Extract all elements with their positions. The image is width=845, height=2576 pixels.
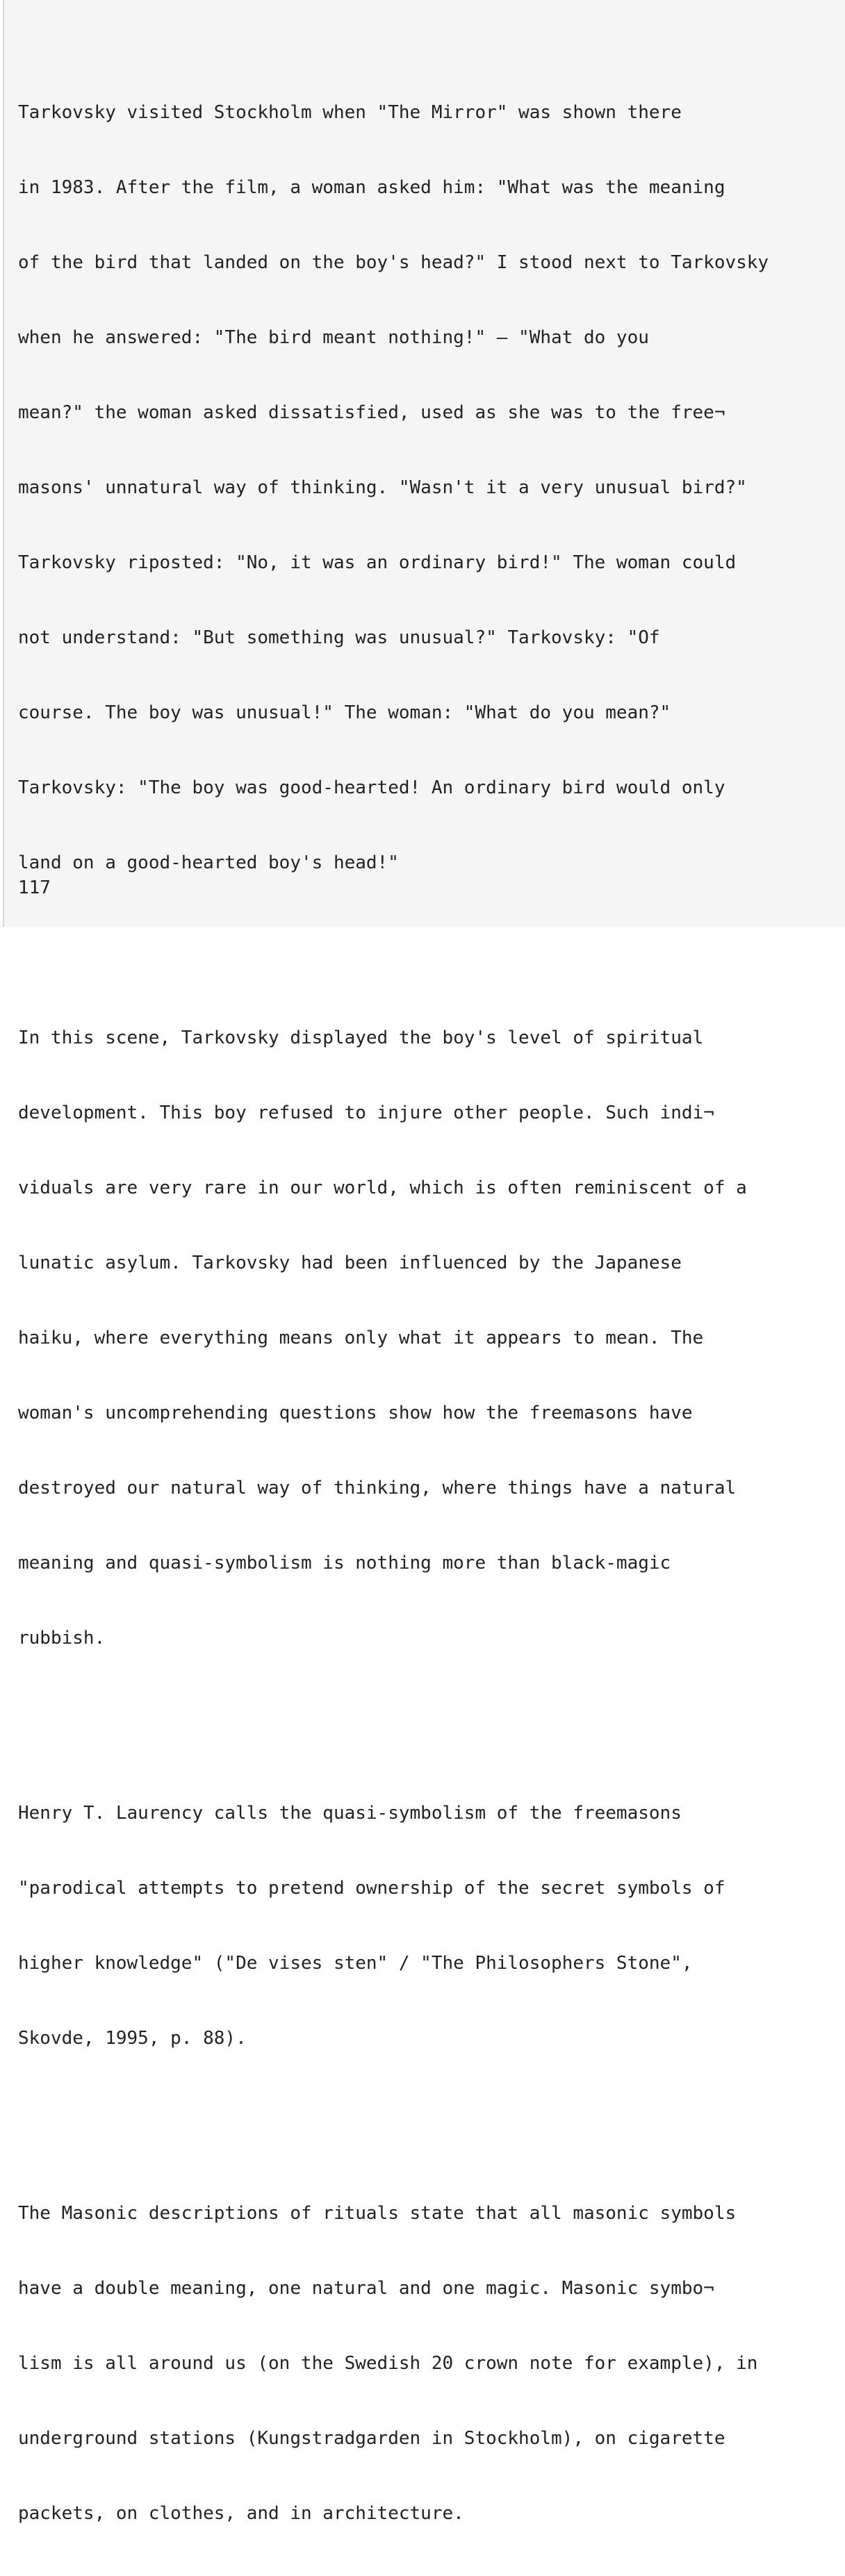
text-line: Skovde, 1995, p. 88). [18,2028,247,2049]
text-line: "parodical attempts to pretend ownership of the secret symbols of [18,1878,725,1899]
text-line: development. This boy refused to injure other people. Such indi¬ [18,1103,714,1123]
text-line: in 1983. After the film, a woman asked him: "What was the meaning [18,177,725,198]
document-page [3,0,845,2524]
paragraph-gap [18,925,769,950]
paragraph-gap [18,1701,769,1726]
text-line: In this scene, Tarkovsky displayed the boy's level of spiritual [18,1027,704,1048]
paragraph-gap [18,2101,769,2126]
text-line: destroyed our natural way of thinking, where things have a natural [18,1478,737,1498]
text-line: underground stations (Kungstradgarden in Stockholm), on cigarette [18,2428,725,2449]
text-line: higher knowledge" ("De vises sten" / "The Philosophers Stone", [18,1953,693,1974]
text-line: not understand: "But something was unusual?" Tarkovsky: "Of [18,627,660,648]
text-line: viduals are very rare in our world, which is often reminiscent of a [18,1178,747,1198]
text-line: woman's uncomprehending questions show how the freemasons have [18,1403,693,1423]
text-line: Tarkovsky visited Stockholm when "The Mirror" was shown there [18,102,682,123]
text-line: rubbish. [18,1628,106,1649]
text-line: masons' unnatural way of thinking. "Wasn't it a very unusual bird?" [18,477,747,498]
text-line: mean?" the woman asked dissatisfied, used as she was to the free¬ [18,402,725,423]
text-line: land on a good-hearted boy's head!" [18,852,399,873]
text-line: lism is all around us (on the Swedish 20 crown note for example), in [18,2353,758,2374]
text-line: Tarkovsky riposted: "No, it was an ordinary bird!" The woman could [18,552,737,573]
text-line: when he answered: "The bird meant nothing!" – "What do you [18,327,649,348]
body-text [18,25,769,2576]
text-line: have a double meaning, one natural and one magic. Masonic symbo¬ [18,2278,714,2299]
text-line: meaning and quasi-symbolism is nothing more than black-magic [18,1553,671,1574]
text-line: of the bird that landed on the boy's head?" I stood next to Tarkovsky [18,252,769,273]
text-line: lunatic asylum. Tarkovsky had been influenced by the Japanese [18,1253,682,1273]
text-line: haiku, where everything means only what it appears to mean. The [18,1328,704,1348]
text-line: The Masonic descriptions of rituals state that all masonic symbols [18,2203,737,2224]
text-line: course. The boy was unusual!" The woman: "What do you mean?" [18,702,671,723]
page-number: 117 [18,877,51,898]
text-line: Tarkovsky: "The boy was good-hearted! An ordinary bird would only [18,777,725,798]
text-line: Henry T. Laurency calls the quasi-symbolism of the freemasons [18,1803,682,1824]
text-line: packets, on clothes, and in architecture. [18,2503,464,2524]
